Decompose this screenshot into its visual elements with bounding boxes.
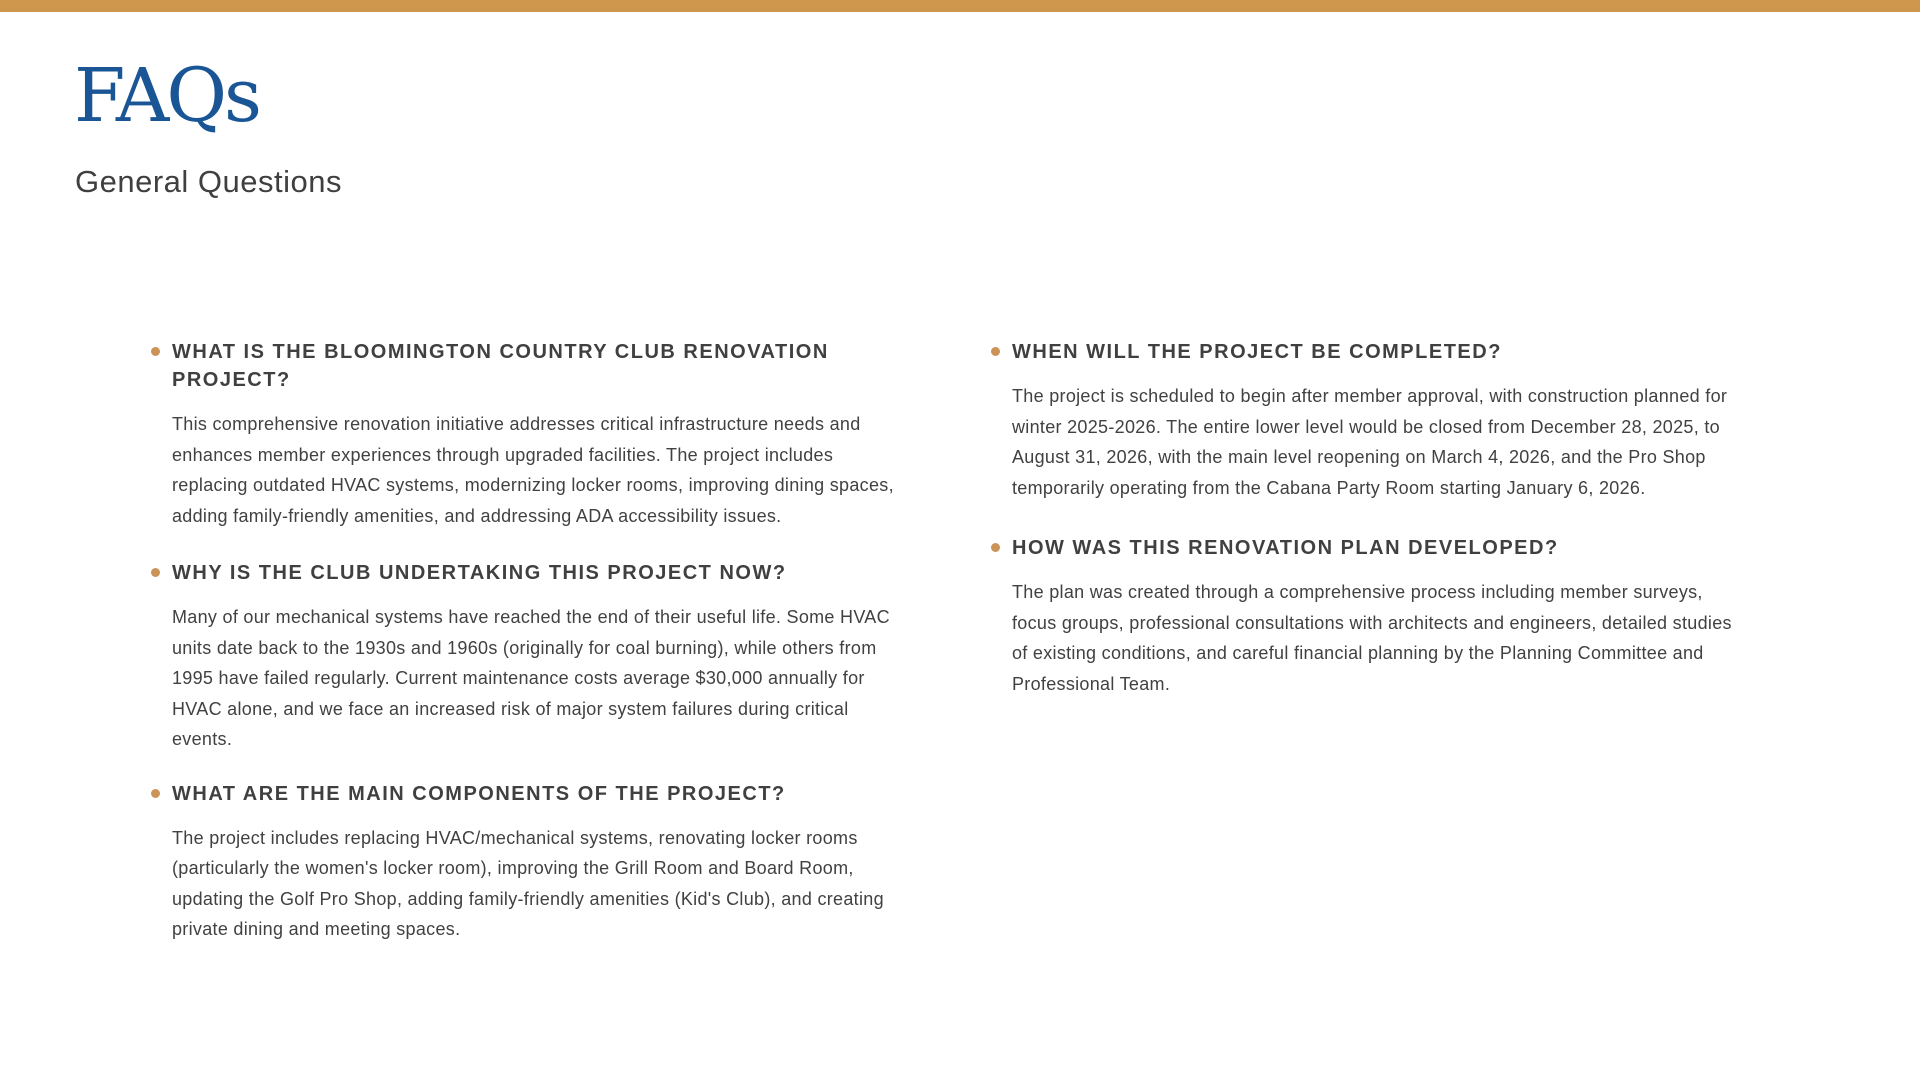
faq-question: WHAT ARE THE MAIN COMPONENTS OF THE PROJECT? (172, 782, 786, 805)
faq-item (148, 338, 908, 531)
faq-question: HOW WAS THIS RENOVATION PLAN DEVELOPED? (1012, 537, 1559, 559)
page-subtitle: General Questions (75, 164, 342, 199)
bullet-icon (151, 789, 160, 798)
top-accent-bar (0, 0, 1920, 12)
faq-answer: The project is scheduled to begin after member approval, with construction planned for winter 2025-2026. The entire lower level would be closed from December 28, 2025, to August 31, 2026, with the main level reopening on March 4, 2026, and the Pro Shop temporarily operating from the Cabana Party Room starting January 6, 2026. (1012, 386, 1728, 498)
faq-item (988, 534, 1748, 699)
bullet-icon (151, 347, 160, 356)
page-title: FAQs (74, 53, 259, 139)
bullet-icon (991, 347, 1000, 356)
faq-question: WHEN WILL THE PROJECT BE COMPLETED? (1012, 341, 1502, 363)
faq-column-right (988, 338, 1748, 699)
faq-item (148, 780, 908, 945)
bullet-icon (151, 568, 160, 577)
faq-question: WHY IS THE CLUB UNDERTAKING THIS PROJECT NOW? (172, 562, 787, 584)
faq-answer: This comprehensive renovation initiative addresses critical infrastructure needs and enhances member experiences through upgraded facilities. The project includes replacing outdated HVAC systems, modernizing locker rooms, improving dining spaces, adding family-friendly amenities, and addressing ADA accessibility issues. (172, 414, 894, 526)
faq-answer: The plan was created through a comprehensive process including member surveys, focus groups, professional consultations with architects and engineers, detailed studies of existing conditions, and careful financial planning by the Planning Committee and Professional Team. (1012, 582, 1732, 694)
faq-answer: Many of our mechanical systems have reached the end of their useful life. Some HVAC units date back to the 1930s and 1960s (originally for coal burning), while others from 1995 have failed regularly. Current maintenance costs average $30,000 annually for HVAC alone, and we face an increased risk of major system failures during critical events. (172, 607, 890, 749)
bullet-icon (991, 543, 1000, 552)
faq-answer: The project includes replacing HVAC/mechanical systems, renovating locker rooms (particularly the women's locker room), improving the Grill Room and Board Room, updating the Golf Pro Shop, adding family-friendly amenities (Kid's Club), and creating private dining and meeting spaces. (172, 827, 884, 939)
faq-column-left (148, 338, 908, 945)
faq-item (148, 559, 908, 755)
faq-item (988, 338, 1748, 503)
faq-question: WHAT IS THE BLOOMINGTON COUNTRY CLUB RENOVATION PROJECT? (172, 341, 829, 391)
